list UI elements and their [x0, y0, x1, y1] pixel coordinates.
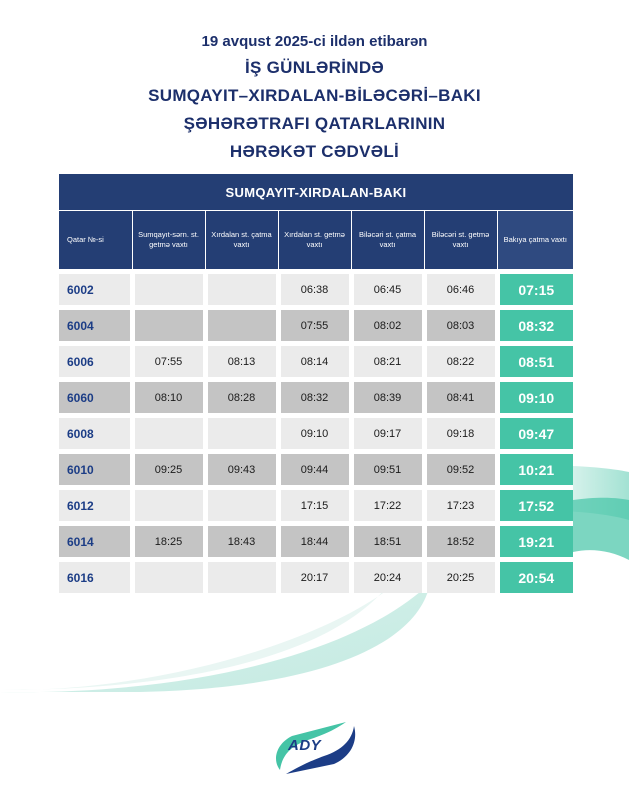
train-number: 6004 — [59, 308, 132, 344]
cell: 08:13 — [205, 344, 278, 380]
cell: 08:28 — [205, 380, 278, 416]
col-xirdalan-arrival: Xırdalan st. çatma vaxtı — [205, 211, 278, 272]
schedule-table — [59, 210, 573, 593]
header-row — [59, 211, 573, 272]
cell — [132, 272, 205, 308]
train-number: 6012 — [59, 488, 132, 524]
cell — [205, 308, 278, 344]
cell: 07:55 — [132, 344, 205, 380]
title-line-1: İŞ GÜNLƏRİNDƏ — [244, 58, 385, 77]
cell: 17:15 — [278, 488, 351, 524]
cell: 08:21 — [351, 344, 424, 380]
route-title: SUMQAYIT-XIRDALAN-BAKI — [59, 174, 573, 210]
cell: 06:45 — [351, 272, 424, 308]
baku-arrival-cell: 07:15 — [497, 272, 573, 308]
col-sumqayit-departure: Sumqayıt-sərn. st. getmə vaxtı — [132, 211, 205, 272]
effective-date: 19 avqust 2025-ci ildən etibarən — [201, 33, 428, 50]
cell: 09:18 — [424, 416, 497, 452]
cell: 06:46 — [424, 272, 497, 308]
baku-arrival-cell: 10:21 — [497, 452, 573, 488]
ady-logo-text: ADY — [288, 737, 322, 754]
cell — [205, 488, 278, 524]
schedule-table-container — [59, 174, 573, 593]
title-line-3: ŞƏHƏRƏTRAFI QATARLARININ — [183, 114, 446, 133]
table-row — [59, 308, 573, 344]
cell — [205, 416, 278, 452]
train-number: 6060 — [59, 380, 132, 416]
cell: 20:17 — [278, 560, 351, 594]
cell: 17:22 — [351, 488, 424, 524]
col-xirdalan-departure: Xırdalan st. getmə vaxtı — [278, 211, 351, 272]
table-row — [59, 488, 573, 524]
cell: 09:17 — [351, 416, 424, 452]
table-row — [59, 344, 573, 380]
cell: 08:39 — [351, 380, 424, 416]
cell: 09:52 — [424, 452, 497, 488]
cell: 08:10 — [132, 380, 205, 416]
baku-arrival-cell: 19:21 — [497, 524, 573, 560]
train-number: 6014 — [59, 524, 132, 560]
cell: 08:02 — [351, 308, 424, 344]
cell: 08:03 — [424, 308, 497, 344]
cell: 08:22 — [424, 344, 497, 380]
train-number: 6006 — [59, 344, 132, 380]
cell — [205, 560, 278, 594]
cell: 09:10 — [278, 416, 351, 452]
cell: 17:23 — [424, 488, 497, 524]
baku-arrival-cell: 08:32 — [497, 308, 573, 344]
col-bilaceri-departure: Biləcəri st. getmə vaxtı — [424, 211, 497, 272]
cell: 18:44 — [278, 524, 351, 560]
cell: 07:55 — [278, 308, 351, 344]
col-train-number: Qatar №-si — [59, 211, 132, 272]
table-row — [59, 524, 573, 560]
table-row — [59, 560, 573, 594]
title-line-4: HƏRƏKƏT CƏDVƏLİ — [229, 142, 400, 161]
cell — [132, 488, 205, 524]
table-row — [59, 416, 573, 452]
cell: 09:43 — [205, 452, 278, 488]
cell: 08:32 — [278, 380, 351, 416]
table-row — [59, 452, 573, 488]
table-row — [59, 272, 573, 308]
col-bilaceri-arrival: Biləcəri st. çatma vaxtı — [351, 211, 424, 272]
baku-arrival-cell: 08:51 — [497, 344, 573, 380]
cell — [132, 560, 205, 594]
cell — [132, 416, 205, 452]
cell: 06:38 — [278, 272, 351, 308]
cell: 20:24 — [351, 560, 424, 594]
schedule-header — [0, 30, 629, 166]
train-number: 6008 — [59, 416, 132, 452]
title-line-2: SUMQAYIT–XIRDALAN-BİLƏCƏRİ–BAKI — [148, 86, 481, 105]
train-number: 6002 — [59, 272, 132, 308]
baku-arrival-cell: 17:52 — [497, 488, 573, 524]
cell: 08:14 — [278, 344, 351, 380]
cell: 18:43 — [205, 524, 278, 560]
cell: 09:25 — [132, 452, 205, 488]
cell — [205, 272, 278, 308]
baku-arrival-cell: 09:47 — [497, 416, 573, 452]
cell: 20:25 — [424, 560, 497, 594]
train-number: 6010 — [59, 452, 132, 488]
cell: 18:51 — [351, 524, 424, 560]
baku-arrival-cell: 20:54 — [497, 560, 573, 594]
cell: 18:25 — [132, 524, 205, 560]
train-number: 6016 — [59, 560, 132, 594]
cell: 18:52 — [424, 524, 497, 560]
cell — [132, 308, 205, 344]
cell: 09:44 — [278, 452, 351, 488]
col-baku-arrival: Bakıya çatma vaxtı — [497, 211, 573, 272]
table-row — [59, 380, 573, 416]
cell: 09:51 — [351, 452, 424, 488]
cell: 08:41 — [424, 380, 497, 416]
baku-arrival-cell: 09:10 — [497, 380, 573, 416]
